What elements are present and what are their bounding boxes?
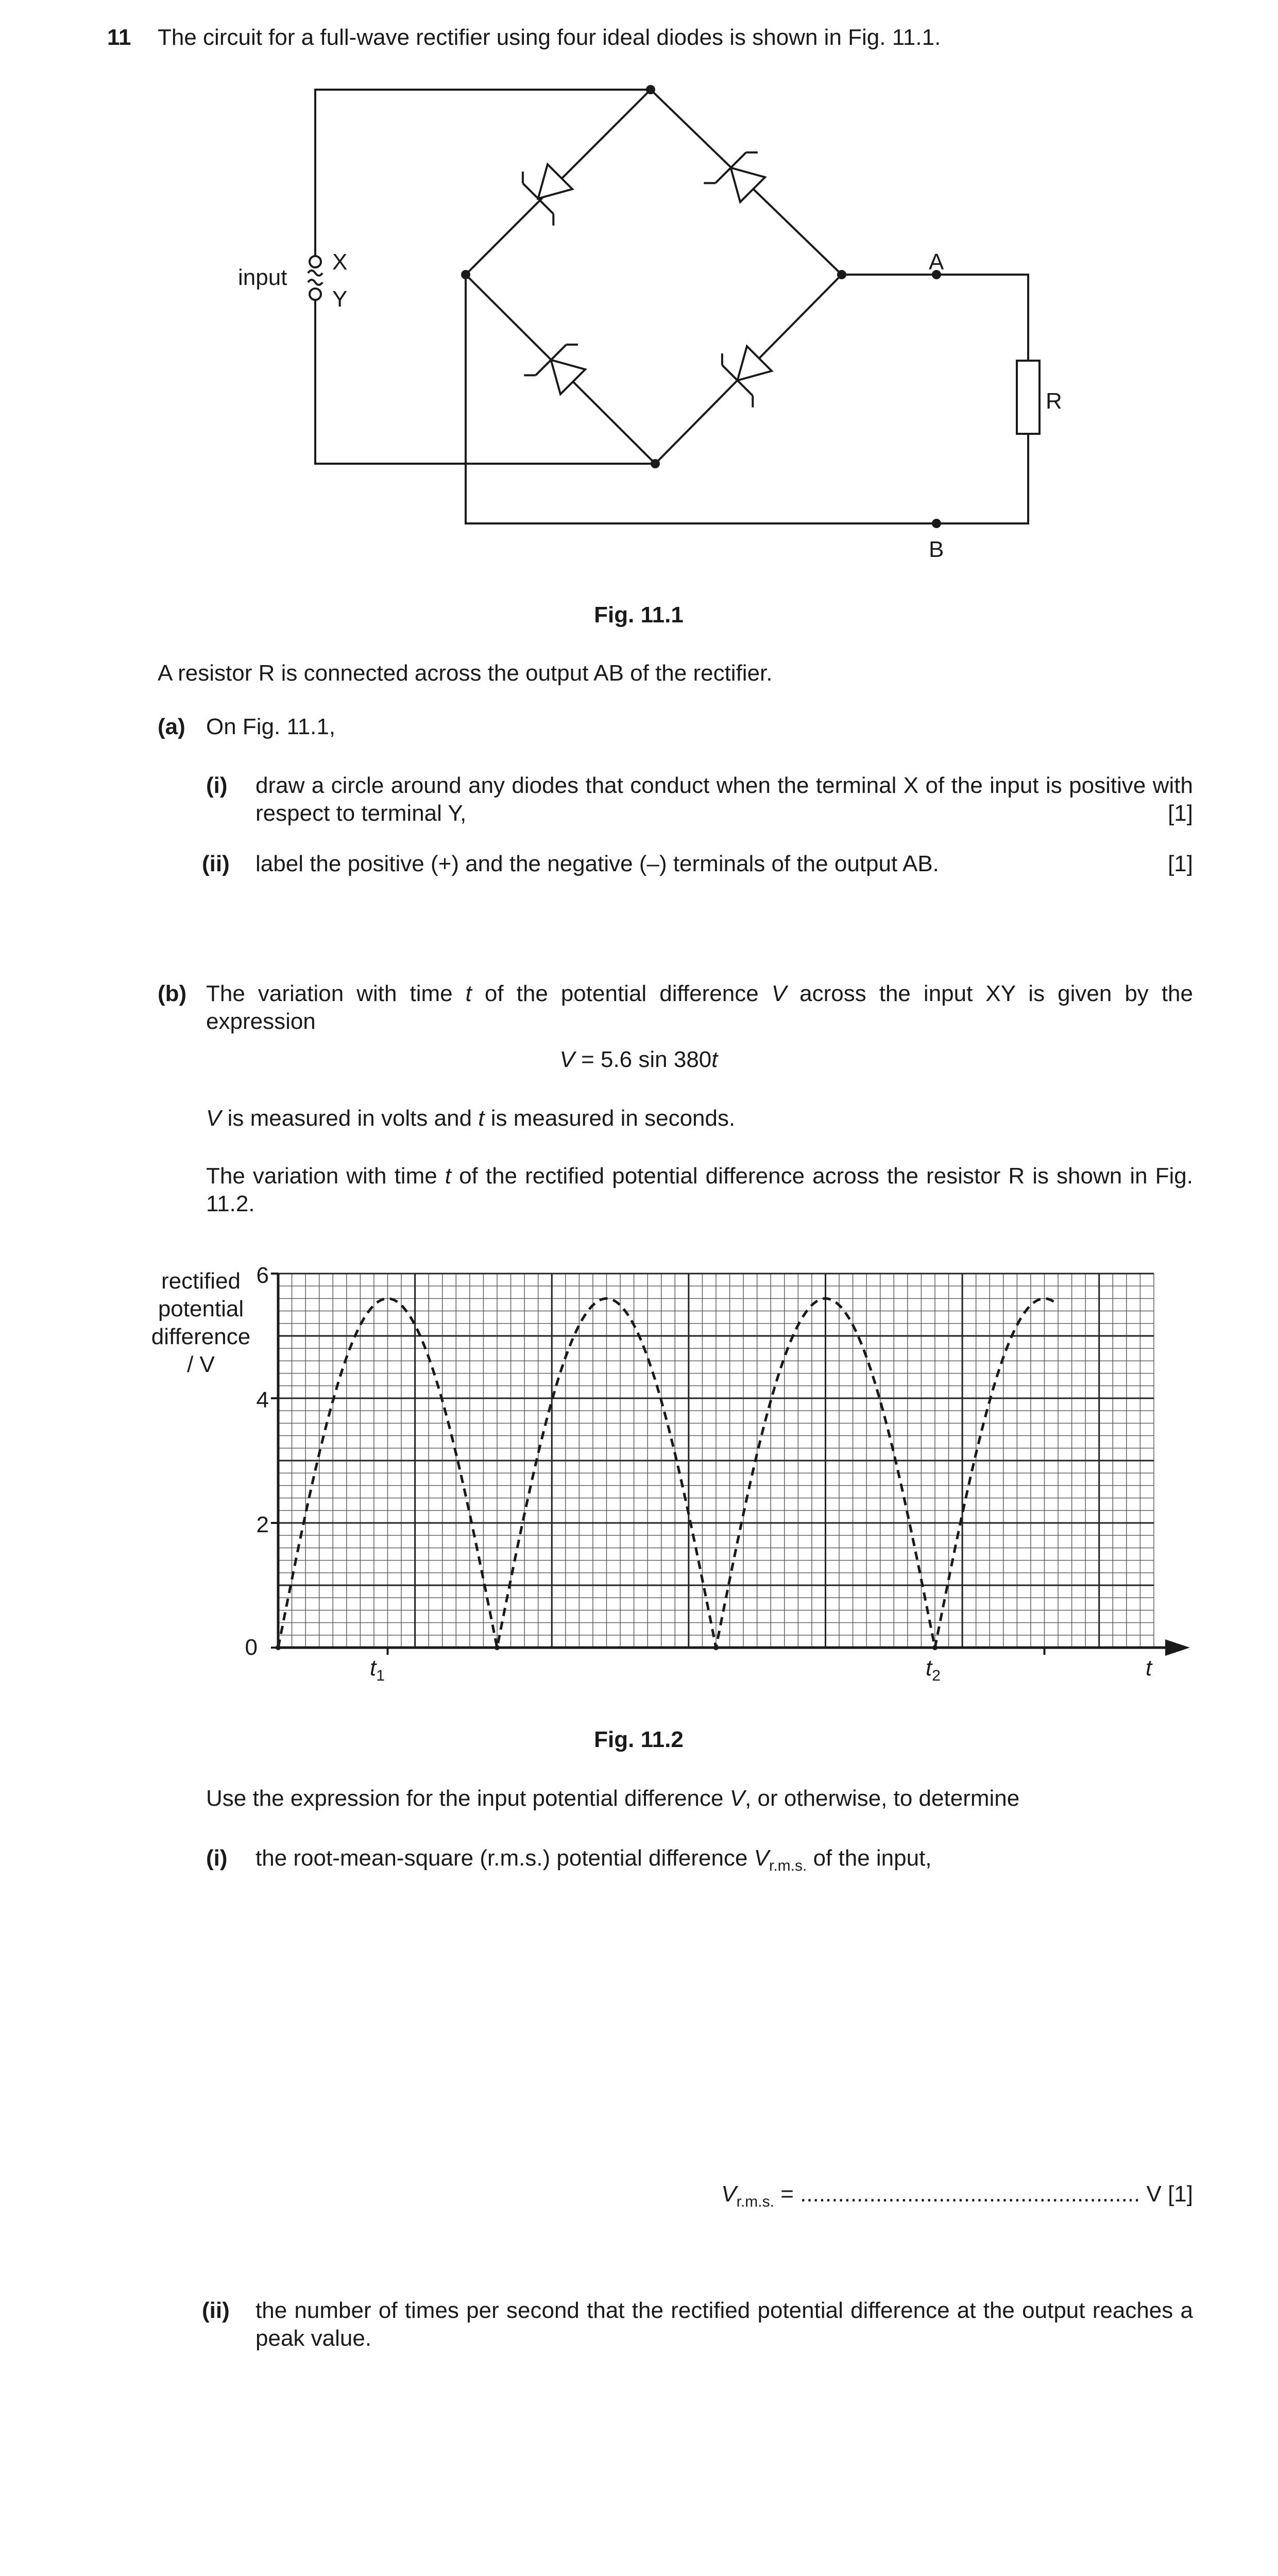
part-a-i-text: draw a circle around any diodes that conduct when the terminal X of the input is positive with respect to terminal Y, — [255, 773, 1193, 826]
question-number: 11 — [107, 25, 131, 50]
part-a-i-label: (i) — [206, 773, 228, 798]
chart-ylabel-1: rectified — [161, 1268, 241, 1294]
use-expression-text: Use the expression for the input potential difference V, or otherwise, to determine — [206, 1786, 1020, 1811]
part-b-i-answer-line[interactable]: $V_{r.m.s.}$ = ...................................................... V [1] — [721, 2181, 1193, 2210]
y-tick-label-0: 0 — [245, 1635, 258, 1660]
where-text: V is measured in volts and t is measured in seconds. — [206, 1106, 736, 1131]
label-r: R — [1046, 388, 1062, 414]
fig1-caption: Fig. 11.1 — [594, 602, 684, 628]
y-tick-label-2: 2 — [256, 1512, 269, 1537]
part-b-ii-label: (ii) — [202, 2298, 230, 2323]
part-a-ii-label: (ii) — [202, 851, 230, 876]
equation: V = 5.6 sin 380t — [559, 1047, 718, 1072]
x-axis-arrow — [1165, 1639, 1190, 1656]
node-left — [461, 270, 470, 279]
part-b-text: The variation with time t of the potential difference V across the input XY is given by the expression — [206, 981, 1194, 1034]
part-a-label: (a) — [158, 714, 185, 739]
label-b: B — [929, 537, 944, 562]
chart-ylabel-4: / V — [187, 1352, 215, 1377]
data-point — [932, 1645, 938, 1650]
node-right — [837, 270, 846, 279]
chart-ylabel-3: difference — [151, 1324, 251, 1349]
x-tick-label-t2: $t_2$ — [926, 1655, 941, 1684]
question-intro: The circuit for a full-wave rectifier using four ideal diodes is shown in Fig. 11.1. — [158, 25, 941, 50]
circuit-diagram — [0, 0, 1278, 577]
resistor-text: A resistor R is connected across the output AB of the rectifier. — [158, 660, 773, 686]
diode-top-left — [511, 156, 581, 226]
part-b-label: (b) — [158, 981, 187, 1006]
y-tick-label-6: 6 — [256, 1263, 269, 1288]
data-point — [713, 1645, 719, 1650]
chart-ylabel-2: potential — [158, 1296, 244, 1321]
rectified-pd-chart — [0, 1236, 1278, 1700]
part-b-i-text: the root-mean-square (r.m.s.) potential difference $V_{r.m.s.}$ of the input, — [255, 1845, 932, 1874]
label-input: input — [238, 265, 287, 290]
node-bottom — [651, 459, 660, 468]
label-a: A — [929, 249, 944, 275]
fig2-caption: Fig. 11.2 — [594, 1727, 684, 1752]
part-b-i-label: (i) — [206, 1845, 228, 1871]
x-tick-label-t1: $t_1$ — [370, 1655, 385, 1684]
x-axis-label-t: t — [1146, 1655, 1152, 1681]
data-point — [276, 1645, 281, 1650]
terminal-b — [932, 519, 941, 528]
y-tick-label-4: 4 — [256, 1387, 269, 1413]
label-y: Y — [332, 286, 348, 312]
node-top — [646, 85, 655, 94]
part-a-ii-text: label the positive (+) and the negative (–) terminals of the output AB. — [255, 851, 939, 876]
variation-text: The variation with time t of the rectified potential difference across the resistor R is shown in Fig. 11.2. — [206, 1163, 1193, 1216]
part-a-i-marks: [1] — [1168, 801, 1193, 826]
circuit-wires — [315, 90, 1040, 523]
part-a-ii-marks: [1] — [1168, 851, 1193, 876]
input-terminals — [308, 256, 322, 300]
part-b-ii-text: the number of times per second that the rectified potential difference at the output reaches a peak value. — [255, 2298, 1193, 2351]
label-x: X — [332, 249, 348, 275]
part-a-text: On Fig. 11.1, — [206, 714, 336, 739]
data-point — [495, 1645, 500, 1650]
circuit-nodes — [461, 85, 941, 528]
